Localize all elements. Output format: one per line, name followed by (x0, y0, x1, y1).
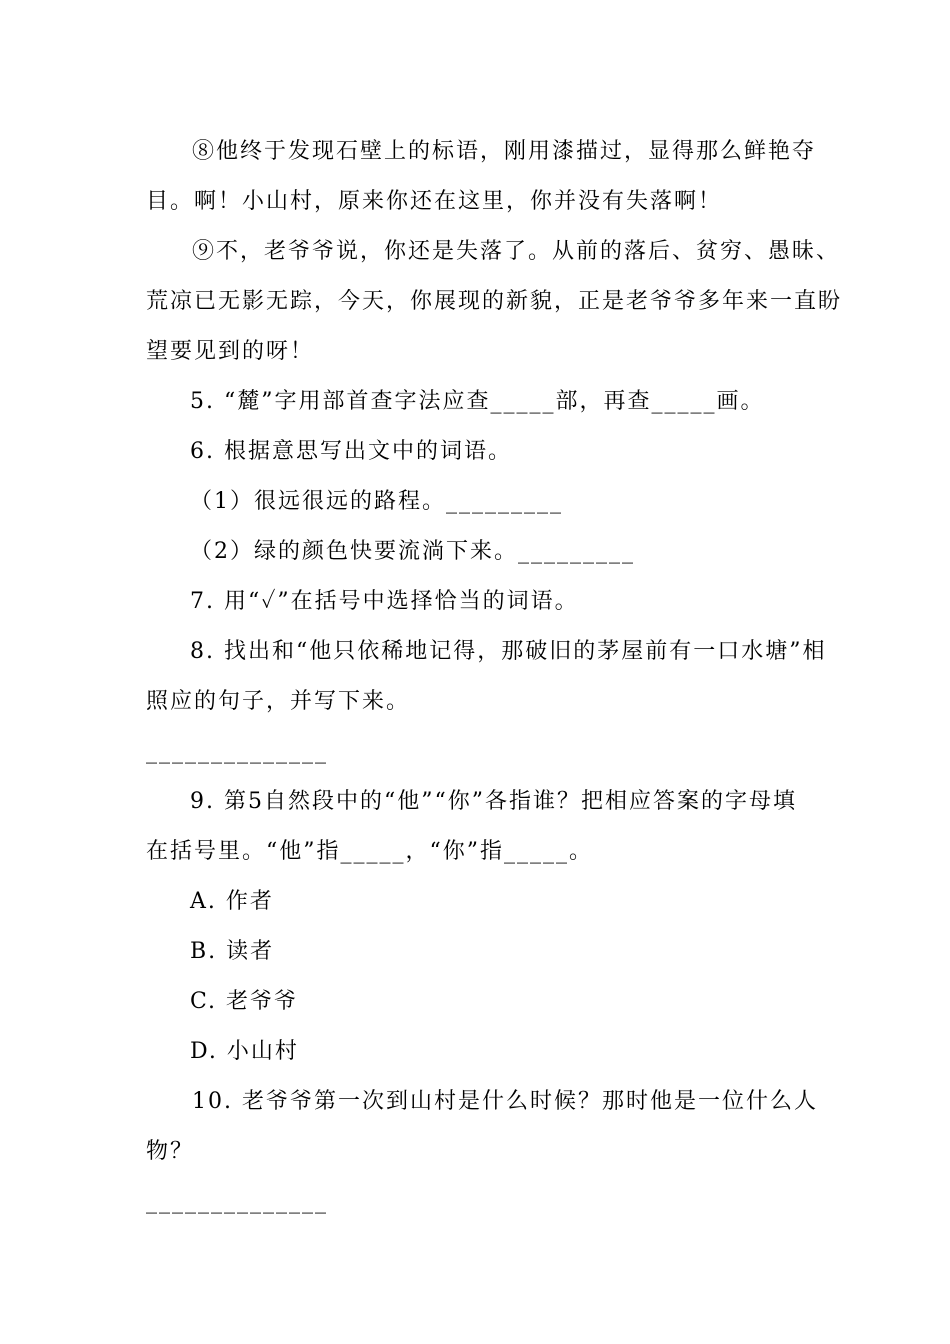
question-10-line-2: 物？ (146, 1139, 195, 1164)
option-b: B. 读者 (190, 939, 275, 964)
paragraph-9-line-3: 望要见到的呀！ (146, 339, 315, 364)
answer-blank-line: ______________ (146, 739, 328, 764)
option-c: C. 老爷爷 (190, 989, 299, 1014)
question-5: 5. “麓”字用部首查字法应查_____部，再查_____画。 (190, 389, 765, 414)
answer-blank-line: ______________ (146, 1189, 328, 1214)
question-10-line-1: 10. 老爷爷第一次到山村是什么时候？那时他是一位什么人 (192, 1089, 818, 1114)
paragraph-8-line-1: ⑧他终于发现石壁上的标语，刚用漆描过，显得那么鲜艳夺 (192, 139, 817, 164)
question-6-item-2: （2）绿的颜色快要流淌下来。_________ (190, 539, 635, 564)
question-9-line-2: 在括号里。“他”指_____，“你”指_____。 (146, 839, 593, 864)
option-d: D. 小山村 (190, 1039, 299, 1064)
question-7: 7. 用“✓”在括号中选择恰当的词语。 (190, 589, 579, 614)
question-8-line-2: 照应的句子，并写下来。 (146, 689, 411, 714)
paragraph-9-line-2: 荒凉已无影无踪，今天，你展现的新貌，正是老爷爷多年来一直盼 (146, 289, 843, 314)
question-9-line-1: 9. 第5自然段中的“他”“你”各指谁？把相应答案的字母填 (190, 789, 797, 814)
paragraph-8-line-2: 目。啊！小山村，原来你还在这里，你并没有失落啊！ (146, 189, 723, 214)
question-6: 6. 根据意思写出文中的词语。 (190, 439, 512, 464)
paragraph-9-line-1: ⑨不，老爷爷说，你还是失落了。从前的落后、贫穷、愚昧、 (192, 239, 841, 264)
option-a: A. 作者 (190, 889, 274, 914)
question-8-line-1: 8. 找出和“他只依稀地记得，那破旧的茅屋前有一口水塘”相 (190, 639, 827, 664)
question-6-item-1: （1）很远很远的路程。_________ (190, 489, 563, 514)
